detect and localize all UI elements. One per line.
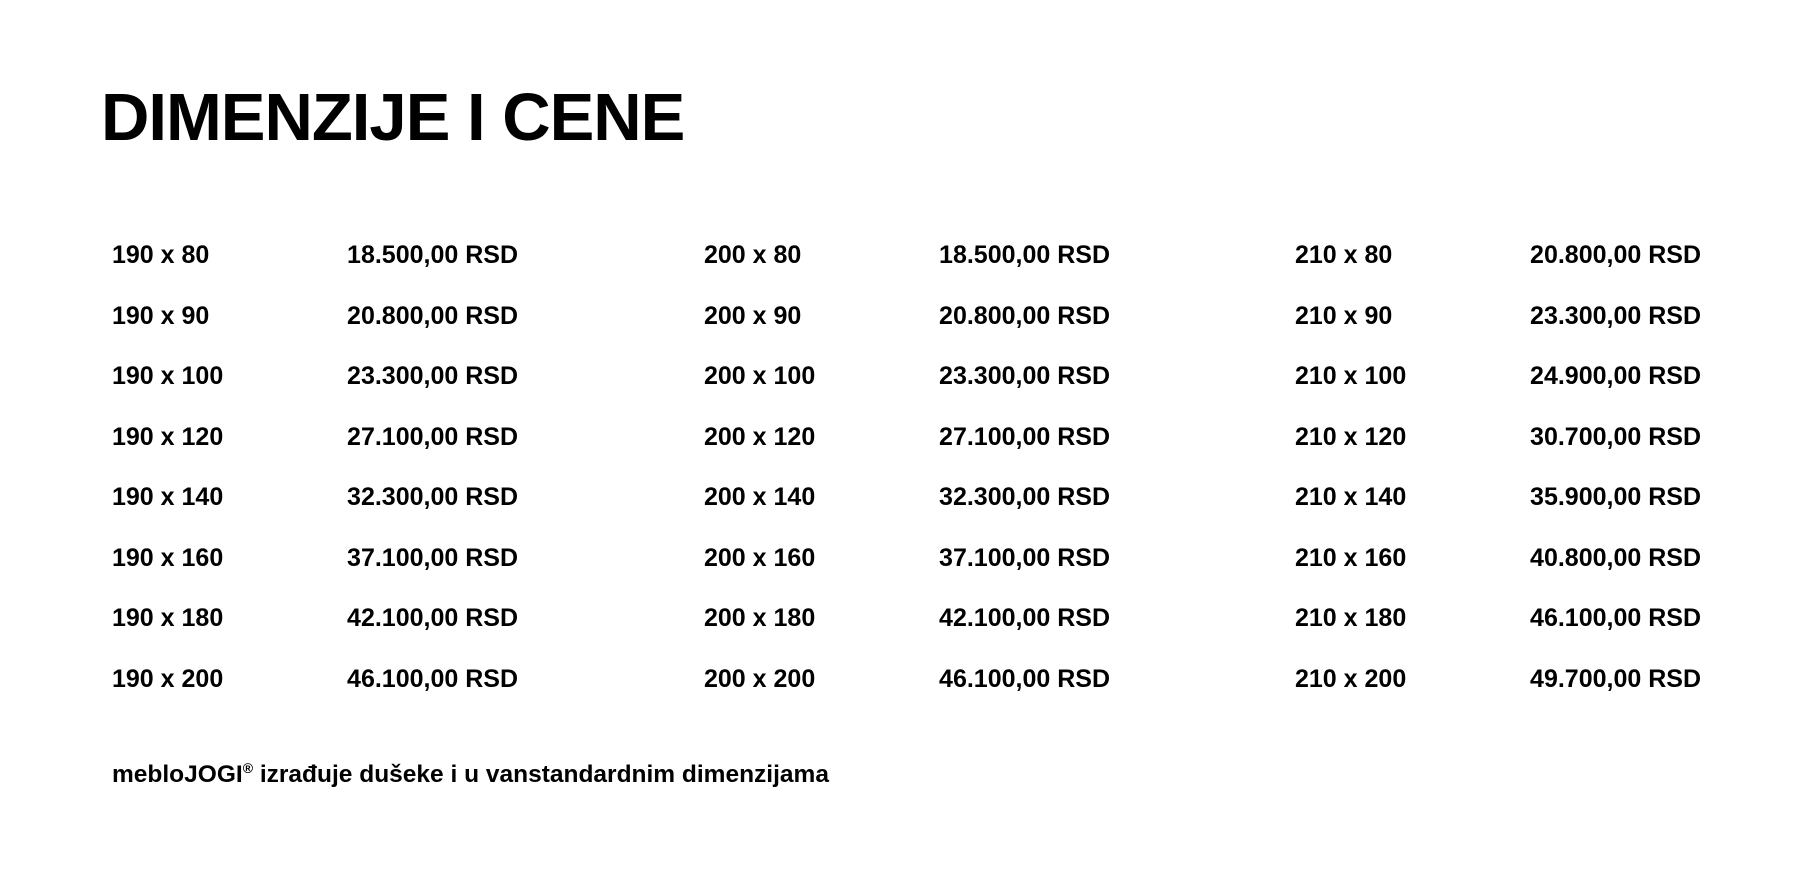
- dimension-label: 190 x 200: [112, 664, 224, 693]
- dimension-label: 200 x 140: [704, 483, 816, 511]
- dimension-label: 210 x 200: [1295, 664, 1407, 693]
- price-value: 42.100,00 RSD: [347, 604, 518, 632]
- price-row: [1295, 422, 1715, 483]
- price-value: 49.700,00 RSD: [1530, 664, 1701, 693]
- registered-mark: ®: [242, 759, 254, 776]
- price-row: [704, 301, 1124, 362]
- dimension-label: 210 x 120: [1295, 422, 1407, 451]
- price-value: 37.100,00 RSD: [347, 543, 518, 572]
- footer-text: izrađuje dušeke i u vanstandardnim dimenzijama: [253, 761, 829, 788]
- price-row: [112, 543, 532, 604]
- price-row: [704, 482, 1124, 543]
- dimension-label: 210 x 160: [1295, 543, 1407, 572]
- price-value: 42.100,00 RSD: [939, 604, 1110, 632]
- price-row: [704, 361, 1124, 422]
- brand-name: mebloJOGI: [112, 761, 243, 788]
- dimension-label: 210 x 180: [1295, 604, 1407, 632]
- price-value: 30.700,00 RSD: [1530, 422, 1701, 451]
- price-row: [704, 543, 1124, 604]
- dimension-label: 190 x 120: [112, 422, 224, 451]
- price-row: [112, 361, 532, 422]
- dimension-label: 190 x 180: [112, 604, 224, 632]
- page-title: DIMENZIJE I CENE: [101, 80, 685, 155]
- price-row: [112, 664, 532, 725]
- price-value: 18.500,00 RSD: [347, 241, 518, 269]
- price-row: [112, 240, 532, 301]
- footer-note: [112, 760, 829, 790]
- price-value: 23.300,00 RSD: [347, 362, 518, 390]
- price-value: 35.900,00 RSD: [1530, 483, 1701, 511]
- price-value: 46.100,00 RSD: [1530, 604, 1701, 632]
- price-value: 23.300,00 RSD: [1530, 301, 1701, 330]
- dimension-label: 210 x 140: [1295, 483, 1407, 511]
- price-row: [704, 240, 1124, 301]
- price-row: [1295, 664, 1715, 725]
- price-row: [1295, 603, 1715, 664]
- dimension-label: 190 x 160: [112, 543, 224, 572]
- price-row: [1295, 301, 1715, 362]
- price-value: 23.300,00 RSD: [939, 362, 1110, 390]
- price-row: [1295, 240, 1715, 301]
- price-row: [112, 603, 532, 664]
- dimension-label: 200 x 80: [704, 241, 802, 269]
- dimension-label: 200 x 100: [704, 362, 816, 390]
- dimension-label: 200 x 120: [704, 422, 816, 451]
- price-row: [1295, 361, 1715, 422]
- price-value: 32.300,00 RSD: [347, 483, 518, 511]
- price-value: 20.800,00 RSD: [939, 301, 1110, 330]
- dimension-label: 200 x 180: [704, 604, 816, 632]
- price-value: 20.800,00 RSD: [347, 301, 518, 330]
- dimension-label: 200 x 90: [704, 301, 802, 330]
- price-row: [704, 603, 1124, 664]
- price-value: 32.300,00 RSD: [939, 483, 1110, 511]
- price-value: 20.800,00 RSD: [1530, 241, 1701, 269]
- dimension-label: 210 x 100: [1295, 362, 1407, 390]
- dimension-label: 190 x 100: [112, 362, 224, 390]
- price-row: [112, 301, 532, 362]
- price-row: [704, 664, 1124, 725]
- dimension-label: 200 x 160: [704, 543, 816, 572]
- price-row: [112, 482, 532, 543]
- price-value: 46.100,00 RSD: [347, 664, 518, 693]
- dimension-label: 190 x 140: [112, 483, 224, 511]
- dimension-label: 190 x 80: [112, 241, 210, 269]
- price-row: [704, 422, 1124, 483]
- dimension-label: 200 x 200: [704, 664, 816, 693]
- price-row: [1295, 543, 1715, 604]
- price-value: 18.500,00 RSD: [939, 241, 1110, 269]
- dimension-label: 210 x 90: [1295, 301, 1393, 330]
- price-column-210: [1295, 240, 1715, 724]
- price-row: [1295, 482, 1715, 543]
- price-column-190: [112, 240, 532, 724]
- dimension-label: 210 x 80: [1295, 241, 1393, 269]
- price-value: 24.900,00 RSD: [1530, 362, 1701, 390]
- price-value: 37.100,00 RSD: [939, 543, 1110, 572]
- price-value: 40.800,00 RSD: [1530, 543, 1701, 572]
- price-row: [112, 422, 532, 483]
- price-value: 27.100,00 RSD: [347, 422, 518, 451]
- price-column-200: [704, 240, 1124, 724]
- price-value: 27.100,00 RSD: [939, 422, 1110, 451]
- price-value: 46.100,00 RSD: [939, 664, 1110, 693]
- dimension-label: 190 x 90: [112, 301, 210, 330]
